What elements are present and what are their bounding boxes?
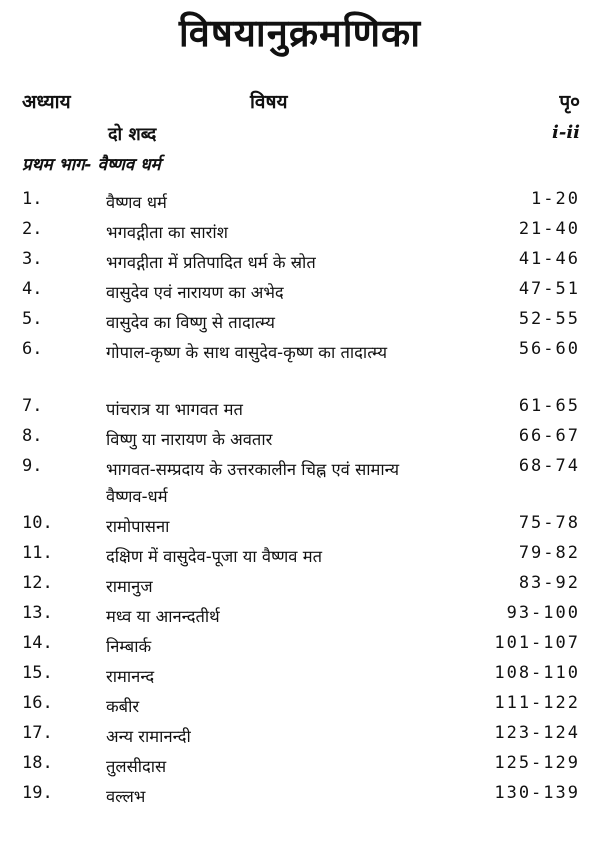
- toc-number: 17.: [22, 723, 53, 743]
- toc-number: 9.: [22, 456, 43, 476]
- toc-title: वल्लभ: [106, 787, 146, 806]
- toc-row: [0, 306, 600, 336]
- toc-row: [0, 600, 600, 630]
- toc-title: अन्य रामानन्दी: [106, 727, 191, 746]
- toc-row: [0, 780, 600, 810]
- header-page: पृ०: [559, 91, 580, 113]
- toc-pages: 66-67: [518, 426, 580, 446]
- toc-title: गोपाल-कृष्ण के साथ वासुदेव-कृष्ण का तादात्म्य: [106, 343, 388, 362]
- toc-number: 12.: [22, 573, 53, 593]
- toc-pages: 93-100: [506, 603, 580, 623]
- toc-pages: 41-46: [518, 249, 580, 269]
- toc-row: [0, 510, 600, 540]
- toc-row: [0, 660, 600, 690]
- toc-pages: 83-92: [518, 573, 580, 593]
- toc-row: [0, 216, 600, 246]
- toc-title: दक्षिण में वासुदेव-पूजा या वैष्णव मत: [106, 547, 322, 566]
- toc-pages: 1-20: [531, 189, 580, 209]
- toc-pages: 111-122: [494, 693, 580, 713]
- toc-number: 19.: [22, 783, 53, 803]
- toc-title: भगवद्गीता का सारांश: [106, 223, 228, 242]
- toc-number: 1.: [22, 189, 43, 209]
- toc-pages: 130-139: [494, 783, 580, 803]
- toc-row: [0, 540, 600, 570]
- toc-title: रामानन्द: [106, 667, 155, 686]
- toc-number: 14.: [22, 633, 53, 653]
- toc-number: 3.: [22, 249, 43, 269]
- toc-row: [0, 750, 600, 780]
- toc-title: रामानुज: [106, 577, 153, 596]
- toc-pages: 125-129: [494, 753, 580, 773]
- toc-row: [0, 453, 600, 510]
- toc-number: 6.: [22, 339, 43, 359]
- toc-number: 2.: [22, 219, 43, 239]
- intro-pages: i-ii: [552, 122, 580, 143]
- toc-number: 18.: [22, 753, 53, 773]
- toc-row: [0, 393, 600, 423]
- toc-number: 15.: [22, 663, 53, 683]
- toc-title: मध्व या आनन्दतीर्थ: [106, 607, 220, 626]
- toc-title: रामोपासना: [106, 517, 170, 536]
- toc-title: निम्बार्क: [106, 637, 152, 656]
- toc-number: 13.: [22, 603, 53, 623]
- toc-row: [0, 423, 600, 453]
- toc-row: [0, 720, 600, 750]
- toc-title: पांचरात्र या भागवत मत: [106, 400, 243, 419]
- toc-number: 8.: [22, 426, 43, 446]
- toc-row: [0, 276, 600, 306]
- toc-number: 10.: [22, 513, 53, 533]
- toc-pages: 52-55: [518, 309, 580, 329]
- page-title: विषयानुक्रमणिका: [178, 11, 422, 55]
- toc-row: [0, 246, 600, 276]
- toc-row: [0, 186, 600, 216]
- toc-title: वैष्णव धर्म: [106, 193, 167, 212]
- header-subject: विषय: [250, 91, 288, 113]
- toc-pages: 79-82: [518, 543, 580, 563]
- toc-pages: 47-51: [518, 279, 580, 299]
- toc-pages: 123-124: [494, 723, 580, 743]
- toc-number: 4.: [22, 279, 43, 299]
- intro-title: दो शब्द: [108, 124, 157, 145]
- header-chapter: अध्याय: [22, 91, 71, 113]
- toc-number: 16.: [22, 693, 53, 713]
- toc-pages: 56-60: [518, 339, 580, 359]
- toc-title: तुलसीदास: [106, 757, 167, 776]
- toc-number: 7.: [22, 396, 43, 416]
- toc-title: वासुदेव एवं नारायण का अभेद: [106, 283, 284, 302]
- toc-title: वासुदेव का विष्णु से तादात्म्य: [106, 313, 275, 332]
- toc-pages: 108-110: [494, 663, 580, 683]
- toc-row: [0, 690, 600, 720]
- part-title: प्रथम भाग- वैष्णव धर्म: [22, 155, 161, 175]
- toc-row: [0, 630, 600, 660]
- toc-pages: 75-78: [518, 513, 580, 533]
- toc-pages: 21-40: [518, 219, 580, 239]
- toc-row: [0, 570, 600, 600]
- toc-pages: 101-107: [494, 633, 580, 653]
- toc-title: भागवत-सम्प्रदाय के उत्तरकालीन चिह्न एवं सामान्य वैष्णव-धर्म: [106, 460, 400, 506]
- toc-number: 11.: [22, 543, 53, 563]
- toc-title: भगवद्गीता में प्रतिपादित धर्म के स्रोत: [106, 253, 316, 272]
- toc-title: विष्णु या नारायण के अवतार: [106, 430, 273, 449]
- toc-number: 5.: [22, 309, 43, 329]
- toc-pages: 68-74: [518, 456, 580, 476]
- toc-pages: 61-65: [518, 396, 580, 416]
- toc-title: कबीर: [106, 697, 140, 716]
- toc-row: [0, 336, 600, 393]
- toc-list: [0, 186, 600, 810]
